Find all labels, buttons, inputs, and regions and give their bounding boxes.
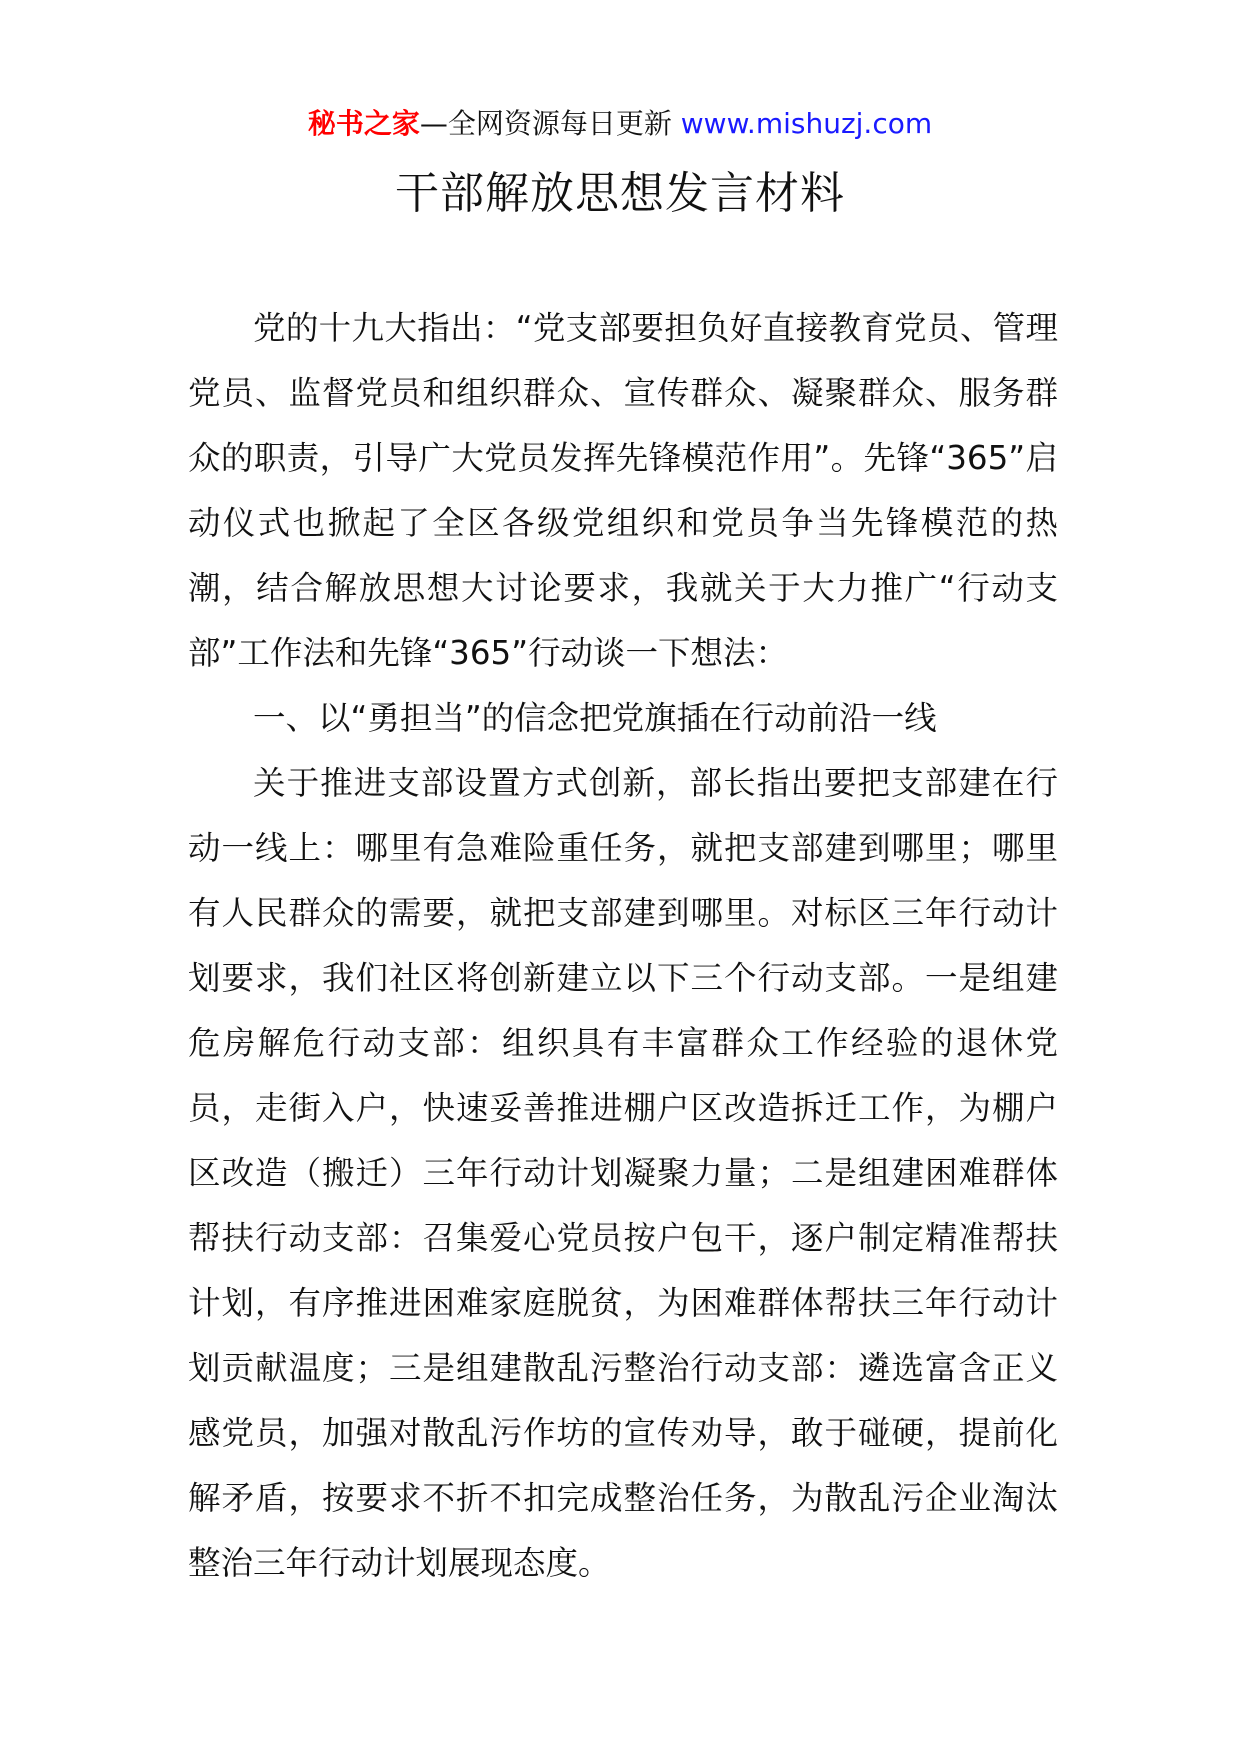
watermark-header [0,102,1240,146]
document-title: 干部解放思想发言材料 [395,168,845,219]
document-body [188,296,1058,1596]
paragraph-intro: 党的十九大指出：“党支部要担负好直接教育党员、管理党员、监督党员和组织群众、宣传群众、凝聚群众、服务群众的职责，引导广大党员发挥先锋模范作用”。先锋“365”启动仪式也掀起了全区各级党组织和党员争当先锋模范的热潮，结合解放思想大讨论要求，我就关于大力推广“行动支部”工作法和先锋“365”行动谈一下想法： [188,309,1058,672]
paragraph-section-1: 关于推进支部设置方式创新，部长指出要把支部建在行动一线上：哪里有急难险重任务，就把支部建到哪里；哪里有人民群众的需要，就把支部建到哪里。对标区三年行动计划要求，我们社区将创新建立以下三个行动支部。一是组建危房解危行动支部：组织具有丰富群众工作经验的退休党员，走街入户，快速妥善推进棚户区改造拆迁工作，为棚户区改造（搬迁）三年行动计划凝聚力量；二是组建困难群体帮扶行动支部：召集爱心党员按户包干，逐户制定精准帮扶计划，有序推进困难家庭脱贫，为困难群体帮扶三年行动计划贡献温度；三是组建散乱污整治行动支部：遴选富含正义感党员，加强对散乱污作坊的宣传劝导，敢于碰硬，提前化解矛盾，按要求不折不扣完成整治任务，为散乱污企业淘汰整治三年行动计划展现态度。 [188,764,1058,1582]
site-url-link[interactable]: www.mishuzj.com [680,107,933,140]
section-heading-1: 一、以“勇担当”的信念把党旗插在行动前沿一线 [253,699,937,737]
brand-name: 秘书之家 [307,107,420,140]
header-tagline: —全网资源每日更新 [419,107,681,140]
